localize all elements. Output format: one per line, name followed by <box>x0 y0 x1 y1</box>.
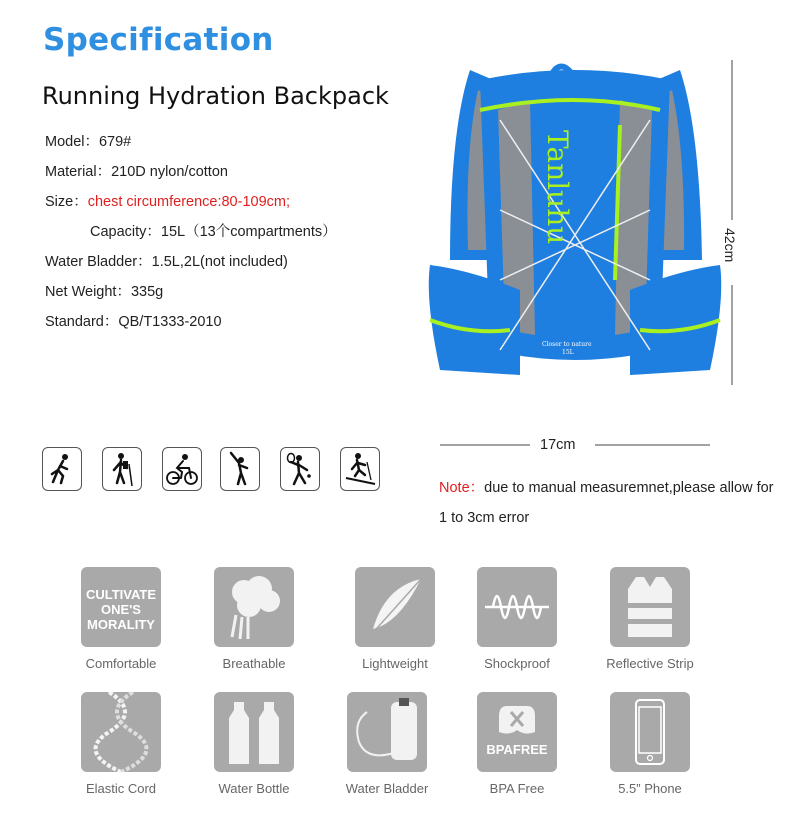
product-title: Running Hydration Backpack <box>42 82 389 110</box>
backpack-illustration <box>410 50 740 460</box>
spec-water-bladder: Water Bladder：1.5L,2L(not included) <box>45 254 288 270</box>
backpack-small-text-1: Closer to nature <box>542 341 592 348</box>
feature-lightweight <box>330 567 460 671</box>
feature-reflective-strip <box>585 567 715 671</box>
spec-capacity: Capacity：15L（13个compartments） <box>90 224 337 240</box>
note-text: due to manual measuremnet,please allow for 1 to 3cm error <box>439 480 774 526</box>
feature-water-bottle <box>189 692 319 796</box>
feature-label: Comfortable <box>85 656 157 671</box>
tile-text-line-3: MORALITY <box>87 617 155 632</box>
spec-model: Model：679# <box>45 134 132 150</box>
shockproof-icon <box>477 567 557 647</box>
feature-bpa-free <box>452 692 582 796</box>
skiing-icon <box>340 447 380 491</box>
feature-comfortable <box>56 567 186 671</box>
measurement-note <box>439 473 779 533</box>
feature-label: Water Bottle <box>218 781 290 796</box>
bpa-free-icon <box>477 692 557 772</box>
cycling-icon <box>162 447 202 491</box>
feature-water-bladder <box>322 692 452 796</box>
width-dimension-label: 17cm <box>540 437 576 453</box>
feature-breathable <box>189 567 319 671</box>
feature-label: Breathable <box>222 656 286 671</box>
backpack-brand-text: Tanluhu <box>541 130 574 245</box>
feature-label: Water Bladder <box>345 781 429 796</box>
feature-elastic-cord <box>56 692 186 796</box>
running-icon <box>42 447 82 491</box>
backpack-small-text-2: 15L <box>562 349 574 356</box>
feature-label: Elastic Cord <box>85 781 157 796</box>
hiking-icon <box>102 447 142 491</box>
feature-phone <box>585 692 715 796</box>
elastic-cord-icon <box>81 692 161 772</box>
tennis-icon <box>280 447 320 491</box>
feature-shockproof <box>452 567 582 671</box>
feature-label: Shockproof <box>484 656 550 671</box>
reflective-vest-icon <box>610 567 690 647</box>
tile-text-bpafree: BPAFREE <box>486 742 548 757</box>
tile-text-line-1: CULTIVATE <box>85 587 157 602</box>
feather-icon <box>355 567 435 647</box>
water-bottle-icon <box>214 692 294 772</box>
spec-size-label: Size： <box>45 194 88 210</box>
breathable-icon <box>214 567 294 647</box>
spec-material: Material：210D nylon/cotton <box>45 164 228 180</box>
note-prefix: Note： <box>439 480 485 496</box>
climbing-icon <box>220 447 260 491</box>
spec-size <box>45 190 337 220</box>
height-dimension-label: 42cm <box>722 228 738 263</box>
cultivate-ones-morality-icon <box>81 567 161 647</box>
section-heading: Specification <box>43 22 274 58</box>
water-bladder-icon <box>347 692 427 772</box>
spec-list <box>45 130 337 340</box>
feature-label: Lightweight <box>362 656 428 671</box>
tile-text-line-2: ONE'S <box>101 602 141 617</box>
feature-label: Reflective Strip <box>606 656 694 671</box>
spec-net-weight: Net Weight：335g <box>45 284 164 300</box>
phone-icon <box>610 692 690 772</box>
feature-label: BPA Free <box>489 781 545 796</box>
feature-label: 5.5” Phone <box>618 781 682 796</box>
backpack-image <box>410 50 740 460</box>
spec-size-value: chest circumference:80-109cm; <box>87 194 290 210</box>
spec-standard: Standard：QB/T1333-2010 <box>45 314 222 330</box>
